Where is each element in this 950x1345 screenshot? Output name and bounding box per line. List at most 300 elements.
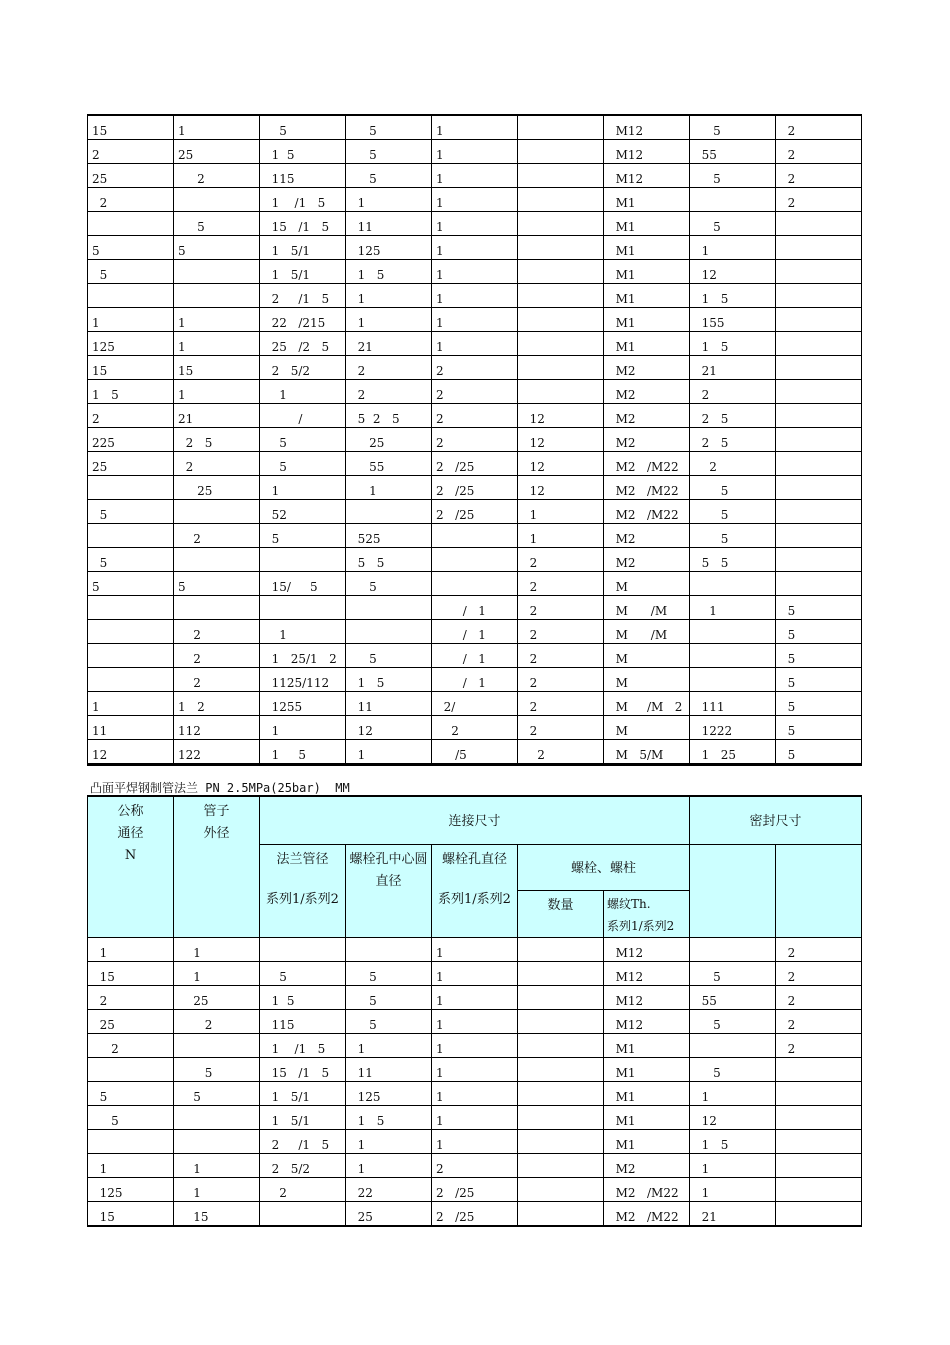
table-cell: / 1 — [432, 620, 518, 644]
table-cell: 15 — [88, 115, 174, 140]
table-cell — [518, 236, 604, 260]
header-flange-od — [260, 844, 346, 937]
table-cell: 1 — [432, 985, 518, 1009]
table-row — [88, 284, 862, 308]
table-cell: 5 — [88, 500, 174, 524]
table-cell: 2 5/2 — [260, 1153, 346, 1177]
table-cell: 5 — [346, 572, 432, 596]
table-cell — [346, 500, 432, 524]
table-cell: 5 — [174, 1081, 260, 1105]
table-cell: 5 — [690, 212, 776, 236]
table-cell: 2 — [432, 356, 518, 380]
table-cell: 25 — [174, 140, 260, 164]
table-cell — [518, 937, 604, 961]
header-thread-label: 螺纹Th. — [607, 896, 651, 911]
table-cell: 2 5 — [690, 404, 776, 428]
table-row — [88, 115, 862, 140]
table-cell: M2 /M22 — [604, 500, 690, 524]
table-cell — [88, 1129, 174, 1153]
table-cell: 1 — [518, 500, 604, 524]
table-cell: / 1 — [432, 668, 518, 692]
table-cell: 1 — [174, 115, 260, 140]
table-cell: 1 — [432, 1081, 518, 1105]
table-cell: 1 — [690, 1177, 776, 1201]
table-row — [88, 140, 862, 164]
table-row — [88, 1201, 862, 1226]
table-cell: 1 — [690, 1081, 776, 1105]
table-cell: 2 — [88, 140, 174, 164]
table-cell: 1 5/1 — [260, 236, 346, 260]
table-cell: / 1 — [432, 596, 518, 620]
table-cell: 15 /1 5 — [260, 1057, 346, 1081]
table-cell: 5 — [346, 1009, 432, 1033]
table-cell: 5 — [88, 548, 174, 572]
table-cell: 2 — [432, 428, 518, 452]
table-cell: 1 — [432, 937, 518, 961]
table-cell: 1 — [346, 1033, 432, 1057]
table-cell — [776, 1153, 862, 1177]
table-cell: 5 — [260, 115, 346, 140]
table-row — [88, 428, 862, 452]
table-cell: 1 25 — [690, 740, 776, 765]
table-cell: 1 — [346, 308, 432, 332]
table-cell: 5 — [346, 644, 432, 668]
table-cell: 2 — [776, 188, 862, 212]
table-cell — [432, 572, 518, 596]
table-cell: M12 — [604, 115, 690, 140]
table-cell — [690, 572, 776, 596]
table-cell — [88, 620, 174, 644]
table-cell — [518, 284, 604, 308]
table-cell — [776, 428, 862, 452]
table-cell: 1 — [432, 332, 518, 356]
table-cell: 1 — [174, 961, 260, 985]
table-cell: 2 — [518, 548, 604, 572]
table-cell: 55 — [690, 140, 776, 164]
table-cell: 5 — [88, 1081, 174, 1105]
table-cell — [518, 1177, 604, 1201]
header-bolts-studs: 螺栓、螺柱 — [518, 844, 690, 890]
table-cell — [776, 236, 862, 260]
table-row — [88, 212, 862, 236]
table-cell: M /M — [604, 596, 690, 620]
table-cell: 2 — [518, 692, 604, 716]
table-cell: 5 — [260, 961, 346, 985]
table-row — [88, 404, 862, 428]
table-cell: 2 — [518, 668, 604, 692]
table-cell: 2 — [174, 1009, 260, 1033]
table-row — [88, 937, 862, 961]
table-row — [88, 500, 862, 524]
table-row — [88, 1009, 862, 1033]
table-cell: M1 — [604, 188, 690, 212]
table-cell: 1 — [88, 1153, 174, 1177]
table-cell: 225 — [88, 428, 174, 452]
table-cell: 1 — [432, 115, 518, 140]
table-cell: M1 — [604, 332, 690, 356]
header-flange-od-series: 系列1/系列2 — [266, 891, 339, 907]
table-cell: 25 — [88, 452, 174, 476]
table-cell: 1 — [260, 620, 346, 644]
table-cell: 1125/112 — [260, 668, 346, 692]
table-cell: M1 — [604, 260, 690, 284]
caption-spec: PN 2.5MPa(25bar) MM — [198, 781, 350, 795]
table-cell — [174, 188, 260, 212]
table-cell: 1 — [518, 524, 604, 548]
table-cell: 5 — [346, 164, 432, 188]
table-cell: / 1 — [432, 644, 518, 668]
table-cell — [518, 1033, 604, 1057]
table-cell: 2 — [432, 1153, 518, 1177]
table-cell: 2 — [88, 188, 174, 212]
table-cell: 22 /215 — [260, 308, 346, 332]
table-row — [88, 1153, 862, 1177]
table-row — [88, 596, 862, 620]
table-row — [88, 668, 862, 692]
table-cell: 5 2 5 — [346, 404, 432, 428]
table-row — [88, 1033, 862, 1057]
table-cell — [260, 1201, 346, 1226]
header-bolt-hole-label: 螺栓孔直径 — [441, 851, 507, 867]
table-cell: M 5/M — [604, 740, 690, 765]
table-cell: M2 /M22 — [604, 452, 690, 476]
table-cell: M2 — [604, 428, 690, 452]
table-cell: 15 — [174, 1201, 260, 1226]
table-cell: 2 — [88, 1033, 174, 1057]
table-cell: M /M — [604, 620, 690, 644]
table-cell — [776, 284, 862, 308]
table-cell: 12 — [518, 452, 604, 476]
table-cell: 5 — [690, 524, 776, 548]
table-cell — [518, 985, 604, 1009]
header-thread-series: 系列1/系列2 — [607, 918, 675, 933]
table-cell: 15 — [88, 356, 174, 380]
table-cell: 12 — [690, 1105, 776, 1129]
table-cell: 1 — [174, 332, 260, 356]
table-cell: 2 — [260, 1177, 346, 1201]
table-cell: 1 — [432, 1105, 518, 1129]
table-cell: 12 — [88, 740, 174, 765]
table-cell: 2 — [174, 524, 260, 548]
table-cell: 2 — [690, 452, 776, 476]
table-row — [88, 380, 862, 404]
table-cell: 21 — [690, 1201, 776, 1226]
table-cell: 15 — [88, 961, 174, 985]
table-cell: 5 — [776, 740, 862, 765]
table-cell: 5 — [174, 236, 260, 260]
table-cell: 1 — [174, 308, 260, 332]
table-cell: 155 — [690, 308, 776, 332]
table-cell: M — [604, 572, 690, 596]
table-cell: /5 — [432, 740, 518, 765]
table-cell: 2 /1 5 — [260, 1129, 346, 1153]
table-cell: 25 — [88, 1009, 174, 1033]
table-cell — [174, 1105, 260, 1129]
table-cell: 12 — [346, 716, 432, 740]
table-cell: 125 — [88, 1177, 174, 1201]
table-cell — [518, 1129, 604, 1153]
table-cell: 5 — [690, 1057, 776, 1081]
table-cell: 1 — [690, 236, 776, 260]
table-cell: 5 — [260, 524, 346, 548]
table-caption — [90, 779, 350, 796]
table-cell: 2 — [432, 380, 518, 404]
table-cell: 52 — [260, 500, 346, 524]
table-cell: 2 5/2 — [260, 356, 346, 380]
table-cell: 11 — [346, 212, 432, 236]
table-cell — [776, 1177, 862, 1201]
table-row — [88, 620, 862, 644]
table-cell: 15 — [88, 1201, 174, 1226]
table-cell: 2 — [776, 164, 862, 188]
table-cell: M1 — [604, 308, 690, 332]
table-cell: 5 — [346, 115, 432, 140]
table-cell: 5 — [776, 692, 862, 716]
bottom-table-body — [88, 937, 862, 1226]
table-cell: 2 — [518, 596, 604, 620]
table-cell — [88, 1057, 174, 1081]
table-cell: 1 — [174, 1177, 260, 1201]
table-cell: 1 — [346, 740, 432, 765]
table-cell — [88, 524, 174, 548]
table-cell — [518, 308, 604, 332]
table-row — [88, 1129, 862, 1153]
table-cell: 2 — [518, 740, 604, 765]
table-cell: 1 — [432, 1057, 518, 1081]
table-cell: M /M 2 — [604, 692, 690, 716]
table-row — [88, 1081, 862, 1105]
table-cell: M — [604, 644, 690, 668]
table-cell: 1 — [432, 284, 518, 308]
table-cell: 1 5 — [346, 668, 432, 692]
table-cell: 5 — [174, 572, 260, 596]
table-cell — [776, 548, 862, 572]
flange-dimension-table-pn25 — [87, 795, 862, 1227]
table-cell: M12 — [604, 937, 690, 961]
table-cell: 5 5 — [690, 548, 776, 572]
table-row — [88, 572, 862, 596]
table-cell: M2 /M22 — [604, 476, 690, 500]
table-cell: 5 — [88, 236, 174, 260]
table-cell: 2 /25 — [432, 1201, 518, 1226]
table-cell: 125 — [346, 1081, 432, 1105]
table-cell: 2 /25 — [432, 476, 518, 500]
table-cell: 5 — [174, 1057, 260, 1081]
table-row — [88, 644, 862, 668]
table-cell: 1 2 — [174, 692, 260, 716]
table-cell: 1 — [432, 164, 518, 188]
table-cell: M — [604, 716, 690, 740]
table-cell: 1 5 — [88, 380, 174, 404]
table-cell: 2 — [174, 668, 260, 692]
top-table-body — [88, 115, 862, 765]
table-cell: 2 — [174, 620, 260, 644]
table-cell: M2 — [604, 524, 690, 548]
header-seal-col-1 — [690, 844, 776, 937]
table-cell: 1 5/1 — [260, 1081, 346, 1105]
table-cell — [260, 937, 346, 961]
table-cell: 1 — [432, 188, 518, 212]
table-cell — [690, 937, 776, 961]
table-cell: M1 — [604, 212, 690, 236]
table-cell: M1 — [604, 284, 690, 308]
caption-chinese: 凸面平焊钢制管法兰 — [90, 781, 199, 795]
table-cell: 5 — [690, 1009, 776, 1033]
table-row — [88, 548, 862, 572]
table-row — [88, 332, 862, 356]
table-cell: 1 — [690, 596, 776, 620]
table-cell — [260, 596, 346, 620]
table-cell — [174, 548, 260, 572]
table-cell: 111 — [690, 692, 776, 716]
table-cell — [518, 1201, 604, 1226]
table-cell — [88, 476, 174, 500]
table-row — [88, 692, 862, 716]
table-cell: 2 — [88, 404, 174, 428]
table-cell: M2 — [604, 404, 690, 428]
table-cell: 2 — [432, 716, 518, 740]
table-row — [88, 308, 862, 332]
header-bolt-quantity: 数量 — [518, 890, 604, 937]
table-cell — [518, 380, 604, 404]
table-cell: 1255 — [260, 692, 346, 716]
table-cell: 1 5/1 — [260, 260, 346, 284]
table-cell — [776, 260, 862, 284]
table-cell — [776, 452, 862, 476]
table-cell — [776, 524, 862, 548]
table-cell: 15 /1 5 — [260, 212, 346, 236]
header-sealing-dimensions: 密封尺寸 — [690, 796, 862, 844]
table-cell: 5 — [346, 140, 432, 164]
table-cell: 21 — [174, 404, 260, 428]
table-cell — [432, 548, 518, 572]
table-cell — [690, 188, 776, 212]
table-cell — [776, 380, 862, 404]
flange-dimension-table-top — [87, 114, 862, 766]
table-cell: 125 — [88, 332, 174, 356]
table-cell: 11 — [346, 1057, 432, 1081]
header-bolt-hole-diameter — [432, 844, 518, 937]
table-cell — [776, 500, 862, 524]
table-cell: M2 — [604, 380, 690, 404]
table-cell: 1 — [260, 716, 346, 740]
table-cell: 5 — [776, 716, 862, 740]
table-cell: 1 5 — [260, 740, 346, 765]
table-cell: M12 — [604, 961, 690, 985]
table-cell: 2 — [346, 356, 432, 380]
table-cell — [88, 212, 174, 236]
table-cell: 2 5 — [690, 428, 776, 452]
table-cell: 1 — [260, 476, 346, 500]
table-cell: 25 — [346, 1201, 432, 1226]
table-cell: 2 — [518, 572, 604, 596]
table-row — [88, 236, 862, 260]
table-cell: 5 — [690, 115, 776, 140]
table-cell: 1 /1 5 — [260, 1033, 346, 1057]
table-cell: 2 — [174, 452, 260, 476]
table-row — [88, 1177, 862, 1201]
table-cell: 5 — [776, 620, 862, 644]
table-cell: 22 — [346, 1177, 432, 1201]
table-cell: 1 — [88, 308, 174, 332]
header-bolt-hole-series: 系列1/系列2 — [438, 891, 511, 907]
table-cell: 125 — [346, 236, 432, 260]
table-cell: M1 — [604, 1129, 690, 1153]
table-cell: 1 5 — [690, 1129, 776, 1153]
table-cell: 2 — [776, 961, 862, 985]
table-cell — [776, 572, 862, 596]
table-cell: 25 /2 5 — [260, 332, 346, 356]
table-cell: 5 — [776, 644, 862, 668]
table-cell — [776, 308, 862, 332]
table-cell: M12 — [604, 140, 690, 164]
table-cell: M1 — [604, 1033, 690, 1057]
table-cell: 1 — [690, 1153, 776, 1177]
table-row — [88, 524, 862, 548]
table-cell: 12 — [690, 260, 776, 284]
table-cell — [260, 548, 346, 572]
table-cell: 1 — [88, 692, 174, 716]
table-cell: 2 — [690, 380, 776, 404]
table-cell — [518, 1081, 604, 1105]
table-cell: 2/ — [432, 692, 518, 716]
table-cell: 1222 — [690, 716, 776, 740]
table-cell: 55 — [690, 985, 776, 1009]
table-cell: 2 — [174, 644, 260, 668]
table-cell: 112 — [174, 716, 260, 740]
table-cell — [776, 332, 862, 356]
table-cell: 1 — [88, 937, 174, 961]
table-cell: 1 — [432, 1129, 518, 1153]
table-cell: 1 — [346, 1153, 432, 1177]
table-cell: 5 — [776, 596, 862, 620]
table-cell: 1 — [432, 140, 518, 164]
table-cell: 1 — [174, 937, 260, 961]
table-cell: 2 — [518, 620, 604, 644]
table-cell — [518, 961, 604, 985]
table-cell: M2 — [604, 356, 690, 380]
table-cell — [88, 284, 174, 308]
table-cell — [518, 140, 604, 164]
table-cell: M2 — [604, 1153, 690, 1177]
table-cell: 5 — [260, 452, 346, 476]
table-cell: 1 — [260, 380, 346, 404]
table-cell: M2 /M22 — [604, 1201, 690, 1226]
table-cell: M1 — [604, 1057, 690, 1081]
table-cell: 2 — [346, 380, 432, 404]
table-cell: 1 — [432, 212, 518, 236]
table-cell: 1 5/1 — [260, 1105, 346, 1129]
table-cell — [690, 668, 776, 692]
table-cell: 1 5 — [260, 140, 346, 164]
table-cell — [776, 476, 862, 500]
table-cell — [776, 1081, 862, 1105]
table-cell: 5 — [776, 668, 862, 692]
table-cell: 15 — [174, 356, 260, 380]
table-row — [88, 1105, 862, 1129]
table-cell: M12 — [604, 985, 690, 1009]
table-cell: 5 — [690, 961, 776, 985]
table-row — [88, 356, 862, 380]
table-cell — [88, 644, 174, 668]
table-cell: 11 — [346, 692, 432, 716]
table-cell: 2 — [88, 985, 174, 1009]
table-row — [88, 452, 862, 476]
header-seal-col-2 — [776, 844, 862, 937]
table-cell: 2 — [776, 985, 862, 1009]
table-cell — [690, 1033, 776, 1057]
table-cell: 1 5 — [346, 260, 432, 284]
